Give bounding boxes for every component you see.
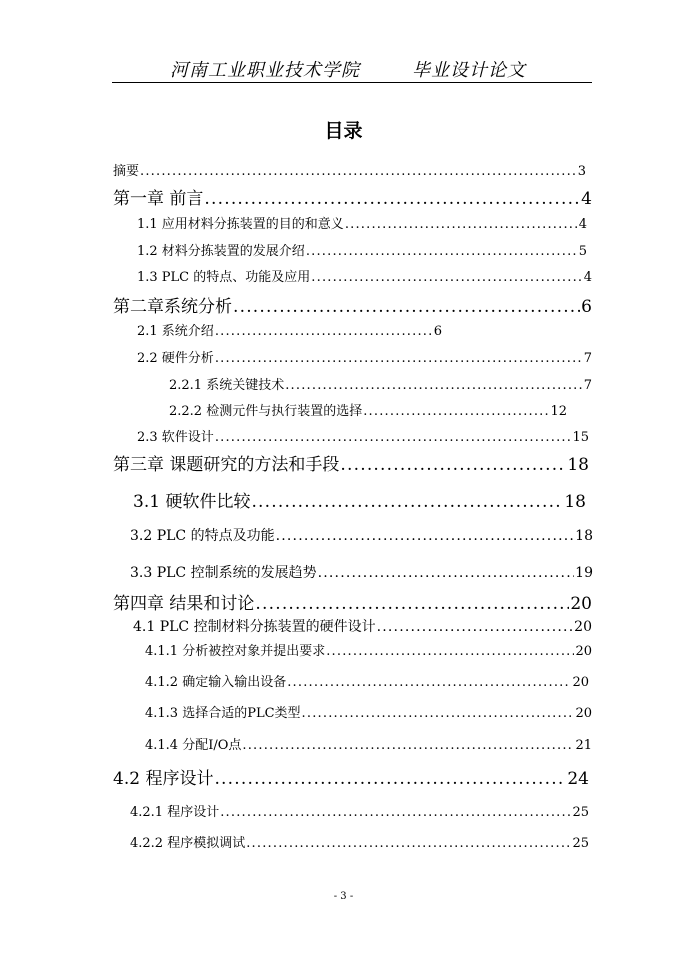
toc-leader-dots [285, 378, 583, 393]
toc-entry[interactable] [130, 832, 589, 851]
toc-entry[interactable] [137, 320, 442, 339]
toc-entry-page: 5 [578, 244, 587, 259]
toc-entry-page: 4 [578, 217, 587, 232]
toc-entry-page: 20 [572, 675, 589, 690]
toc-entry-label: 4.1.1 分析被控对象并提出要求 [145, 644, 326, 659]
header-school-name: 河南工业职业技术学院 [170, 60, 360, 81]
toc-entry[interactable] [130, 801, 589, 820]
toc-leader-dots [363, 404, 549, 419]
toc-entry-page: 24 [567, 769, 589, 789]
toc-leader-dots [204, 189, 580, 209]
toc-leader-dots [242, 738, 574, 753]
toc-leader-dots [255, 594, 569, 614]
toc-leader-dots [302, 706, 575, 721]
toc-leader-dots [276, 528, 575, 544]
toc-leader-dots [215, 430, 572, 445]
toc-entry-page: 20 [575, 644, 592, 659]
toc-entry[interactable] [145, 671, 589, 690]
toc-entry[interactable] [130, 525, 593, 545]
toc-leader-dots [246, 836, 571, 851]
toc-entry[interactable] [113, 450, 589, 475]
toc-entry-label: 第一章 前言 [113, 189, 204, 209]
toc-entry-page: 4 [583, 270, 592, 285]
toc-leader-dots [377, 619, 574, 635]
toc-entry-label: 1.2 材料分拣装置的发展介绍 [137, 244, 305, 259]
toc-entry-label: 2.2.2 检测元件与执行装置的选择 [169, 404, 363, 419]
toc-leader-dots [340, 455, 566, 475]
toc-entry-page: 7 [583, 351, 592, 366]
toc-entry-label: 1.3 PLC 的特点、功能及应用 [137, 270, 311, 285]
toc-leader-dots [140, 164, 577, 179]
toc-entry[interactable] [137, 426, 589, 445]
toc-leader-dots [311, 270, 582, 285]
toc-entry[interactable] [145, 734, 592, 753]
toc-leader-dots [306, 244, 578, 259]
toc-leader-dots [326, 644, 574, 659]
toc-leader-dots [233, 297, 580, 317]
toc-title: 目录 [324, 120, 363, 142]
toc-entry-label: 4.2 程序设计 [113, 769, 214, 789]
toc-entry[interactable] [113, 184, 592, 209]
toc-leader-dots [215, 351, 583, 366]
toc-entry[interactable] [130, 562, 593, 582]
header-document-type: 毕业设计论文 [412, 60, 526, 81]
toc-leader-dots [220, 805, 571, 820]
toc-entry-page: 25 [572, 836, 589, 851]
toc-leader-dots [287, 675, 571, 690]
toc-entry-label: 4.2.1 程序设计 [130, 805, 220, 820]
toc-entry-page: 20 [574, 619, 592, 635]
toc-entry[interactable] [133, 487, 586, 512]
toc-entry-label: 3.2 PLC 的特点及功能 [130, 528, 275, 544]
toc-entry-label: 4.1 PLC 控制材料分拣装置的硬件设计 [133, 619, 376, 635]
toc-entry-label: 4.1.3 选择合适的PLC类型 [145, 706, 301, 721]
toc-entry-page: 18 [567, 455, 589, 475]
toc-entry[interactable] [137, 240, 587, 259]
toc-entry-page: 3 [577, 164, 586, 179]
toc-entry-page: 7 [583, 378, 592, 393]
toc-entry-label: 第二章系统分析 [113, 297, 232, 317]
toc-entry-label: 4.2.2 程序模拟调试 [130, 836, 246, 851]
toc-entry-label: 2.2.1 系统关键技术 [169, 378, 285, 393]
toc-entry-page: 20 [570, 594, 592, 614]
toc-entry-page: 25 [572, 805, 589, 820]
page-number: - 3 - [333, 891, 354, 902]
toc-entry[interactable] [137, 347, 592, 366]
toc-entry-page: 15 [572, 430, 589, 445]
toc-entry[interactable] [169, 400, 567, 419]
toc-entry-label: 4.1.4 分配I/O点 [145, 738, 242, 753]
toc-entry[interactable] [133, 616, 592, 636]
toc-entry-page: 21 [575, 738, 592, 753]
toc-entry-page: 12 [550, 404, 567, 419]
toc-leader-dots [318, 565, 575, 581]
toc-leader-dots [214, 769, 566, 789]
toc-entry[interactable] [145, 640, 592, 659]
toc-leader-dots [251, 492, 563, 512]
toc-entry-label: 4.1.2 确定输入输出设备 [145, 675, 287, 690]
toc-entry[interactable] [145, 702, 592, 721]
toc-entry-page: 18 [575, 528, 593, 544]
toc-entry[interactable] [137, 213, 587, 232]
toc-entry[interactable] [113, 764, 589, 789]
toc-entry[interactable] [113, 160, 586, 179]
toc-entry-page: 20 [575, 706, 592, 721]
toc-entry-label: 2.3 软件设计 [137, 430, 214, 445]
toc-entry-label: 第四章 结果和讨论 [113, 594, 255, 614]
toc-entry-label: 摘要 [113, 164, 140, 179]
toc-entry[interactable] [113, 292, 592, 317]
toc-entry-label: 第三章 课题研究的方法和手段 [113, 455, 340, 475]
toc-entry-label: 3.3 PLC 控制系统的发展趋势 [130, 565, 317, 581]
toc-entry-label: 2.1 系统介绍 [137, 324, 214, 339]
toc-entry-label: 1.1 应用材料分拣装置的目的和意义 [137, 217, 344, 232]
toc-entry[interactable] [137, 266, 592, 285]
toc-entry-page: 4 [581, 189, 592, 209]
toc-entry[interactable] [169, 374, 592, 393]
toc-leader-dots [345, 217, 578, 232]
toc-entry-page: 19 [575, 565, 593, 581]
toc-entry-label: 2.2 硬件分析 [137, 351, 214, 366]
toc-entry-page: 18 [564, 492, 586, 512]
toc-entry-page: 6 [433, 324, 442, 339]
toc-entry[interactable] [113, 589, 592, 614]
toc-leader-dots [215, 324, 433, 339]
toc-entry-label: 3.1 硬软件比较 [133, 492, 251, 512]
toc-entry-page: 6 [581, 297, 592, 317]
